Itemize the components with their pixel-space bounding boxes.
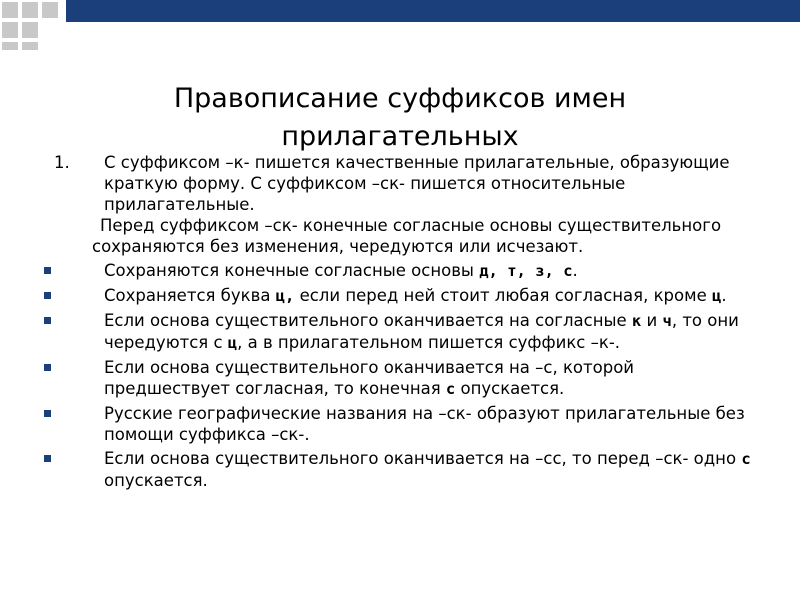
bold-letters: с	[445, 380, 456, 398]
bullet-item-6	[52, 448, 762, 491]
bullet-item-2	[52, 285, 762, 307]
bullet-item-5	[52, 403, 762, 445]
bullet-text: если перед ней стоит любая согласная, кроме	[294, 286, 712, 305]
slide-content	[52, 152, 762, 491]
bullet-text: опускается.	[455, 379, 565, 398]
bullet-text: Если основа существительного оканчивается на согласные	[104, 311, 632, 330]
bullet-square-icon	[44, 292, 51, 299]
title-line-1: Правописание суффиксов имен	[173, 83, 627, 115]
bullet-text: опускается.	[104, 471, 208, 490]
bullet-text: Если основа существительного оканчивается на –с, которой предшествует согласная, то конечная	[104, 358, 635, 398]
item-number: 1.	[54, 153, 70, 172]
paragraph-text: Перед суффиксом –ск- конечные согласные основы существительного сохраняются без изменения, чередуются или исчезают.	[92, 216, 722, 256]
bullet-text: Если основа существительного оканчивается на –сс, то перед –ск- одно	[104, 449, 742, 468]
bullet-square-icon	[44, 317, 51, 324]
bullet-text: Сохраняются конечные согласные основы	[104, 261, 480, 280]
deco-square	[2, 22, 18, 38]
deco-square	[2, 42, 18, 50]
bullet-square-icon	[44, 410, 51, 417]
bullet-text: Сохраняется буква	[104, 286, 276, 305]
bullet-item-1	[52, 260, 762, 282]
bullet-text: , то они чередуются с	[104, 311, 739, 352]
title-line-2: прилагательных	[281, 121, 519, 153]
bullet-text: Русские географические названия на –ск- образуют прилагательные без помощи суффикса –ск-.	[104, 404, 745, 444]
bullet-square-icon	[44, 364, 51, 371]
slide-title	[0, 80, 800, 156]
deco-square	[22, 22, 38, 38]
header-stripe	[66, 0, 800, 22]
item-text: С суффиксом –к- пишется качественные прилагательные, образующие краткую форму. С суффиксом –ск- пишется относительные прилагательные.	[104, 153, 730, 214]
bold-letters: к	[631, 312, 642, 330]
bullet-item-4	[52, 357, 762, 400]
bold-letters: ц,	[275, 287, 295, 305]
paragraph	[52, 215, 762, 257]
deco-square	[22, 2, 38, 18]
bullet-square-icon	[44, 267, 51, 274]
deco-square	[22, 42, 38, 50]
bullet-text: , а в прилагательном пишется суффикс –к-.	[237, 333, 621, 352]
deco-square	[2, 2, 18, 18]
deco-square	[42, 2, 58, 18]
bullet-square-icon	[44, 455, 51, 462]
bullet-text: .	[572, 261, 578, 280]
numbered-item-1	[52, 152, 762, 215]
corner-decoration	[0, 0, 60, 52]
bullet-item-3	[52, 310, 762, 354]
bold-letters: ц	[227, 334, 238, 352]
bold-letters: д, т, з, с	[479, 262, 573, 280]
bold-letters: ч	[662, 312, 672, 330]
bullet-text: и	[641, 311, 663, 330]
bold-letters: с	[741, 450, 751, 468]
bold-letters: ц	[711, 287, 722, 305]
bullet-text: .	[721, 286, 727, 305]
